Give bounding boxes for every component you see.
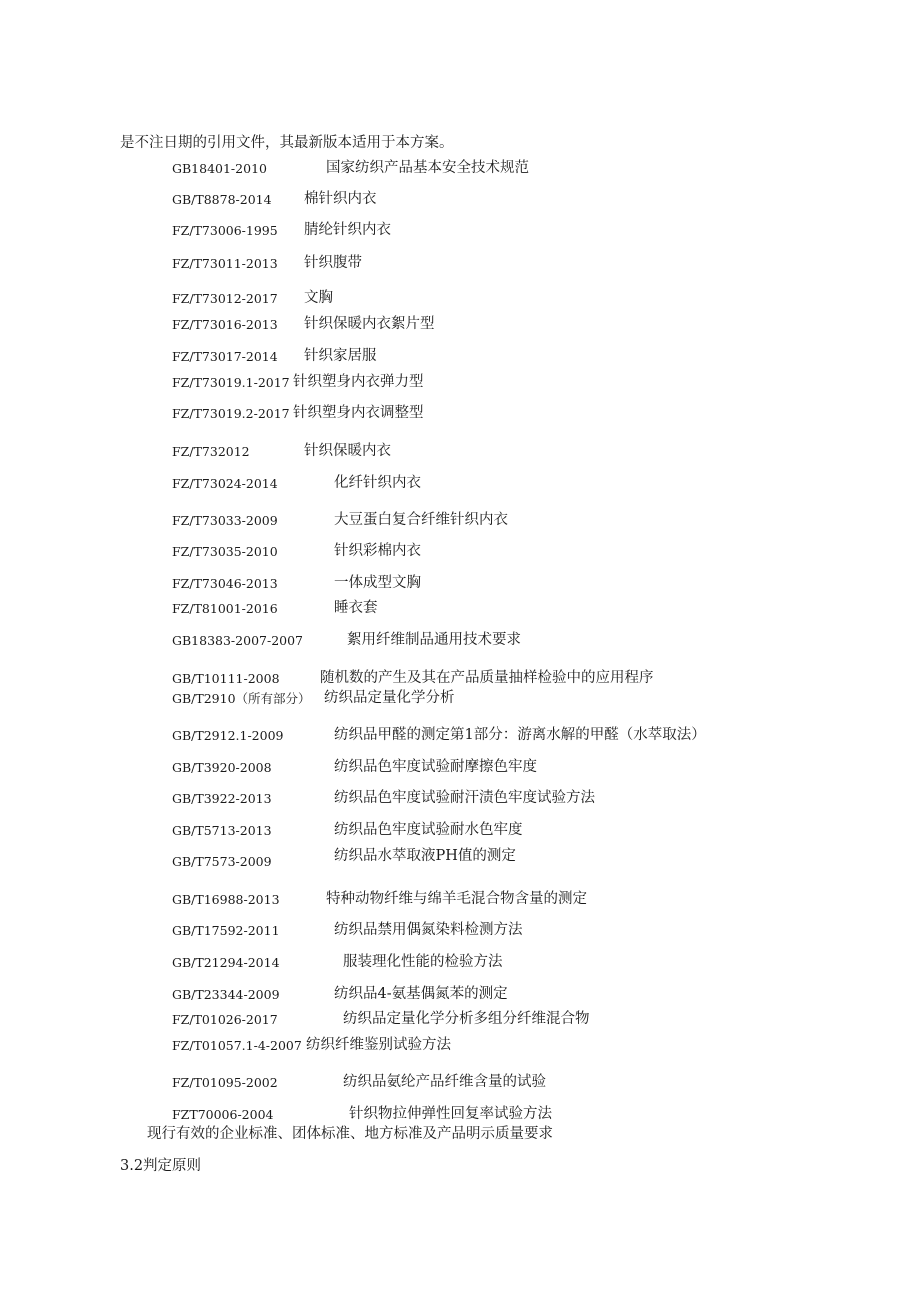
standard-title: 文胸 xyxy=(304,290,333,306)
standard-code: GB/T3922-2013 xyxy=(172,791,272,806)
standard-title: 纺织品色牢度试验耐摩擦色牢度 xyxy=(334,759,537,775)
standard-code: FZT70006-2004 xyxy=(172,1107,274,1122)
standard-code: FZ/T73024-2014 xyxy=(172,476,278,491)
closing-text: 现行有效的企业标准、团体标准、地方标准及产品明示质量要求 xyxy=(147,1126,553,1142)
standard-code: FZ/T73006-1995 xyxy=(172,223,278,238)
standard-title: 针织保暖内衣 xyxy=(304,443,391,459)
standard-code: GB/T8878-2014 xyxy=(172,192,272,207)
standard-code: GB/T17592-2011 xyxy=(172,923,280,938)
standard-code: GB/T3920-2008 xyxy=(172,760,272,775)
standard-title: 针织保暖内衣絮片型 xyxy=(304,316,435,332)
standard-title: 纺织品色牢度试验耐汗渍色牢度试验方法 xyxy=(334,790,595,806)
standard-title: 纺织品定量化学分析多组分纤维混合物 xyxy=(343,1011,590,1027)
standard-code: GB/T5713-2013 xyxy=(172,823,272,838)
standard-title: 纺织品4-氨基偶氮苯的测定 xyxy=(334,986,508,1002)
standard-title: 针织物拉伸弹性回复率试验方法 xyxy=(349,1106,552,1122)
standard-code: GB/T2910（所有部分） xyxy=(172,691,311,706)
standard-title: 纺织纤维鉴别试验方法 xyxy=(306,1037,451,1053)
standard-code: GB/T16988-2013 xyxy=(172,892,280,907)
standard-code: FZ/T732012 xyxy=(172,444,250,459)
standard-code: GB/T10111-2008 xyxy=(172,671,280,686)
standard-title: 特种动物纤维与绵羊毛混合物含量的测定 xyxy=(326,891,587,907)
standard-code: FZ/T73035-2010 xyxy=(172,544,278,559)
standard-code: GB/T7573-2009 xyxy=(172,854,272,869)
standard-code: FZ/T01057.1-4-2007 xyxy=(172,1038,302,1053)
standard-title: 服装理化性能的检验方法 xyxy=(343,954,503,970)
standard-code: FZ/T81001-2016 xyxy=(172,601,278,616)
standard-code: FZ/T73017-2014 xyxy=(172,349,278,364)
standard-code: FZ/T73046-2013 xyxy=(172,576,278,591)
standard-title: 纺织品色牢度试验耐水色牢度 xyxy=(334,822,523,838)
standard-code: GB/T2912.1-2009 xyxy=(172,728,284,743)
standard-title: 化纤针织内衣 xyxy=(334,475,421,491)
standard-title: 纺织品甲醛的测定第1部分：游离水解的甲醛（水萃取法） xyxy=(334,727,706,743)
standard-title: 针织塑身内衣弹力型 xyxy=(293,374,424,390)
standard-code: GB/T23344-2009 xyxy=(172,987,280,1002)
standard-title: 纺织品氨纶产品纤维含量的试验 xyxy=(343,1074,546,1090)
standard-title: 大豆蛋白复合纤维针织内衣 xyxy=(334,512,508,528)
standard-title: 纺织品禁用偶氮染料检测方法 xyxy=(334,922,523,938)
standard-code: GB18401-2010 xyxy=(172,161,267,176)
standard-title: 国家纺织产品基本安全技术规范 xyxy=(326,160,529,176)
intro-text: 是不注日期的引用文件，其最新版本适用于本方案。 xyxy=(120,135,454,151)
standard-title: 纺织品定量化学分析 xyxy=(324,690,455,706)
standard-title: 针织彩棉内衣 xyxy=(334,543,421,559)
standard-code: FZ/T01026-2017 xyxy=(172,1012,278,1027)
standard-title: 一体成型文胸 xyxy=(334,575,421,591)
standard-title: 针织塑身内衣调整型 xyxy=(293,405,424,421)
standard-title: 棉针织内衣 xyxy=(304,191,377,207)
standard-code: FZ/T73019.1-2017 xyxy=(172,375,290,390)
standard-title: 针织腹带 xyxy=(304,255,362,271)
standard-title: 纺织品水萃取液PH值的测定 xyxy=(334,848,516,864)
standard-code: FZ/T73016-2013 xyxy=(172,317,278,332)
standard-title: 絮用纤维制品通用技术要求 xyxy=(347,632,521,648)
standard-title: 腈纶针织内衣 xyxy=(304,222,391,238)
standard-code: GB/T21294-2014 xyxy=(172,955,280,970)
standard-title: 随机数的产生及其在产品质量抽样检验中的应用程序 xyxy=(320,670,654,686)
standard-title: 睡衣套 xyxy=(334,600,378,616)
standard-title: 针织家居服 xyxy=(304,348,377,364)
standard-code: FZ/T73012-2017 xyxy=(172,291,278,306)
standard-code: FZ/T01095-2002 xyxy=(172,1075,278,1090)
standard-code: GB18383-2007-2007 xyxy=(172,633,304,648)
standard-code: FZ/T73033-2009 xyxy=(172,513,278,528)
standard-code: FZ/T73011-2013 xyxy=(172,256,278,271)
standard-code: FZ/T73019.2-2017 xyxy=(172,406,290,421)
section-heading: 3.2判定原则 xyxy=(120,1158,202,1174)
